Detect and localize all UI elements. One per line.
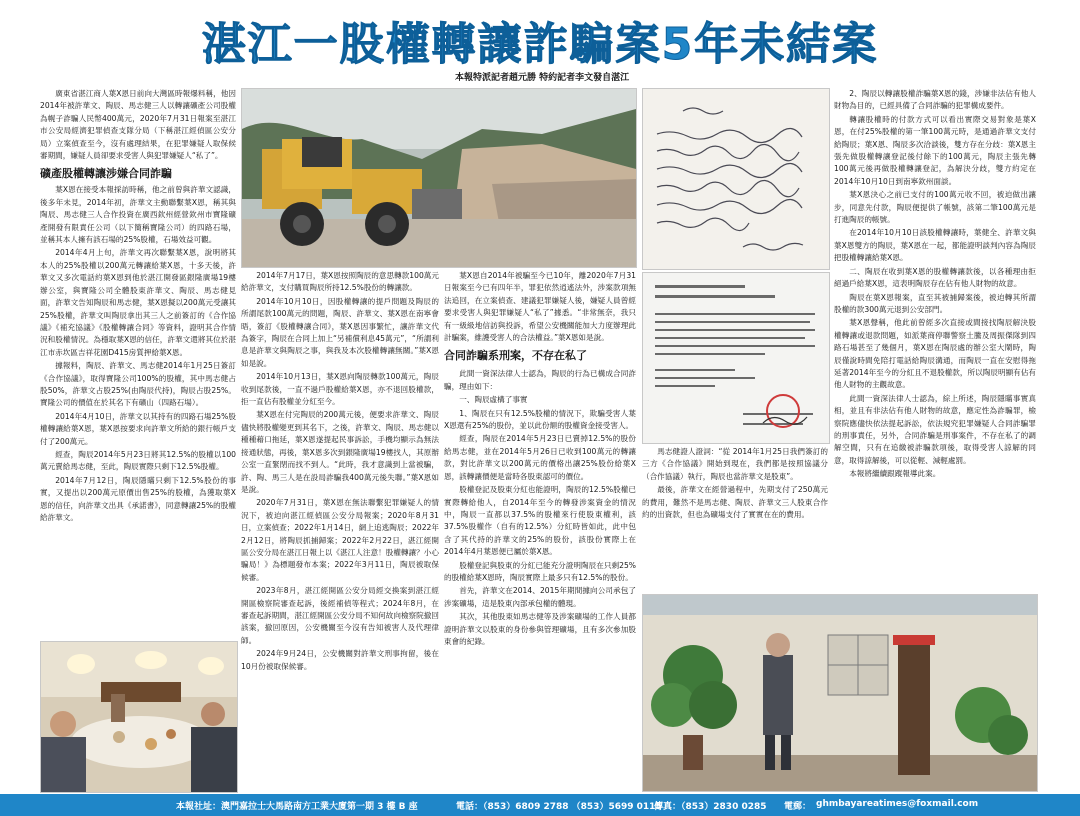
paragraph: 2、陶辰以轉讓股權詐騙葉X恩的錢，涉嫌非法佔有他人財物為目的，已經具備了合同詐騙的犯罪構成要件。 — [834, 89, 1036, 111]
section-heading: 合同詐騙系刑案，不存在私了 — [444, 349, 587, 363]
paragraph: 葉X恩自2014年被騙至今已10年，離2020年7月31日報案至今已有四年半，罪犯依然逍遙法外，涉案款項無法追回，在立案偵查、建議犯罪嫌疑人後，嫌疑人員曾經要求受害人與犯罪嫌疑人“私了”據悉。“非常無奈，我只有一級級地信訪與投訴，希望公安機關能加大力度辦理此計騙案，維護受害人的合法權益。”葉X恩如是說。 — [444, 271, 636, 343]
article-column-3 — [444, 270, 636, 790]
article-column-1 — [40, 88, 236, 636]
paragraph: 股權登記與股東的分紅已能充分證明陶辰在只剩25%的股權給葉X恩時，陶辰實際上最多只有12.5%的股份。 — [444, 560, 636, 582]
paragraph: 經查，陶辰2014年5月23日將其12.5%的股權以100萬元賣給馬志健，至此，陶辰實際只剩下12.5%股權。 — [40, 449, 236, 472]
footer-email[interactable]: ghmbayareatimes@foxmail.com — [816, 799, 979, 809]
paragraph: 2020年7月31日，葉X恩在無法聯繫犯罪嫌疑人的情況下，被迫向湛江經偵區公安分局報案；2020年8月31日，立案偵查；2022年1月14日，網上追逃陶辰；2022年2月12日，將陶辰抓捕歸案；2022年2月22日，湛江經開區公安分局在湛江日報上以《湛江人注意！股權轉讓？小心騙局！》為標題發布本案；2022年3月11日，陶辰被取保候審。 — [241, 498, 439, 582]
paragraph: 股權登記及股東分紅也能證明，陶辰的12.5%股權已實際轉給他人，自2014年至今的轉發涉案資金的情況中，陶辰一直都以37.5%的股權來行使股東權利，該37.5%股權作（自有的12.5%）分紅時皆如此，此中包含了其代持的許華文的25%的股份，該股份實際上在2014年4月葉恩便已屬於葉X恩。 — [444, 485, 636, 557]
paragraph: 最後，許華文在經營過程中，先期支付了250萬元的費用，難然不是馬志健、陶辰、許華文三人股東合作約的出資款，但也為礦場支付了實實在在的費用。 — [642, 485, 828, 520]
paragraph: 本報將繼續跟蹤報導此案。 — [849, 469, 941, 479]
paragraph: 據報料，陶辰、許華文、馬志健2014年1月25日簽訂《合作協議》，取得寶隆公司100%的股權，其中馬志健占股50%，許華文占股25%(由陶辰代持)，陶辰占股25%。寶隆公司的價值在於其名下有礦山（四路石場）。 — [40, 361, 236, 408]
paragraph: 其次，其他股東如馬志健等及涉案礦場的工作人員都證明許華文以股東的身份參與管理礦場，且有多次參加股東會的紀錄。 — [444, 612, 636, 646]
paragraph: 2014年7月17日，葉X恩按照陶辰的意思轉款100萬元給許華文，支付購買陶辰所持12.5%股份的轉讓款。 — [241, 271, 439, 293]
paragraph: 一、陶辰虛構了事實 — [459, 395, 528, 405]
paragraph: 1、陶辰在只有12.5%股權的情況下，欺騙受害人葉X恩還有25%的股份，並以此份額的股權資金接受害人。 — [444, 408, 636, 431]
paragraph: 轉讓股權時的付款方式可以看出實際交易對象是葉X恩，在付25%股權的第一筆100萬元時，是通過許華文支付給陶辰；葉X恩、陶辰多次洽談後，雙方存在分歧：葉X恩主張先做股權轉讓登記後付餘下的100萬元，陶辰主張先轉100萬元後再做股權轉讓登記，為解決分歧，雙方約定在2014年10月10日到南寧欽州面談。 — [834, 114, 1036, 186]
paragraph: 經查，陶辰在2014年5月23日已賣掉12.5%的股份給馬志健，並在2014年5月26日已收到100萬元的轉讓款，對比許華文以200萬元的價格出讓25%股份給葉X恩，該轉讓價便是當時各股東認可的價位。 — [444, 434, 636, 481]
paragraph: 2014年4月10日，許華文以其持有的四路石場25%股權轉讓給葉X恩，葉X恩按要求向許華文所給的銀行帳戶支付了200萬元。 — [40, 411, 236, 446]
paragraph: 馬志健證人證詞：“從 2014年1月25日我們簽訂的三方《合作協議》開始到現在，我們都是按照協議分（合作協議）執行，陶辰也當許華文是股東”。 — [642, 447, 828, 481]
paragraph: 二、陶辰在收到葉X恩的股權轉讓款後，以各種理由拒絕過戶給葉X恩，這表明陶辰存在佔有他人財物的故意。 — [834, 266, 1036, 289]
paragraph: 2023年8月，湛江經開區公安分局經交換案到湛江經開區檢察院審查起訴，後經補偵等程式；2024年8月，在審查起訴期間，湛江經開區公安分局不知何故向檢察院撤回該案，撤回原因，公安機關至今沒有告知被害人及代理律師。 — [241, 586, 439, 645]
article-column-5 — [834, 88, 1036, 588]
paragraph: 葉X恩聲稱，他此前曾經多次直接或間接找陶辰解決股權轉讓或退款問題，如派葉商停聯警察土騰及周振傑隊到四路石場甚至了幾個月，葉X恩在陶辰處的辦公室大鬧時，陶辰僅說時間免陪打電話給陶辰溝通，而陶辰一直在安慰得拖延著2014年至今的分紅且不退股權款，所以陶辰明顯有佔有他人財物的主觀故意。 — [834, 318, 1036, 390]
paragraph: 此間一資深法律人士認為，綜上所述，陶辰隱瞞事實真相，並且有非法佔有他人財物的故意，應定性為詐騙罪，檢察院應儘快依法提起訴訟，依法規究犯罪嫌疑人合同詐騙罪的刑事責任，另外，合同詐騙是刑事案件，不存在私了的調解空間，只有在追繳被詐騙款項後，取得受害人諒解的同意，取得諒解後，可以從輕、減輕處罰。 — [834, 393, 1036, 465]
article-column-2 — [241, 270, 439, 790]
paragraph: 2014年4月上旬，許華文再次聯繫葉X恩，說明將其本人的25%股權以200萬元轉讓給葉X恩，十多天後，許華文又多次電話約葉X恩到他於湛江開發區銀隆廣場19樓辦公室，與寶隆公司全體股東許華文、陶辰、馬志健見面，許華文告知陶辰和馬志健，葉X恩擬以200萬元受讓其25%股權，許華文叫陶辰拿出其三人之前簽訂的《合作協議》《補充協議》《股權轉讓合同》等資料，證明其合作情況和股權情況。為穩取葉X恩的信任，許華文還將其位於湛江市赤坎區吉祥花園D415房質押給葉X恩。 — [40, 248, 236, 357]
byline: 本報特派記者趙元勝 特約記者李文發自湛江 — [455, 73, 630, 83]
article-column-4 — [642, 446, 828, 588]
paragraph: 葉X恩在付完陶辰的200萬元後，便要求許華文、陶辰儘快將股權變更到其名下，之後，許華文、陶辰、馬志健以種種藉口拖延，葉X恩遂提起民事訴訟，手機均顯示為無法接通狀態，再後，葉X恩多次到銀隆廣場19樓找人，其原辦公室一直緊閉而找不到人。“此時，我才意識到上當被騙，許、陶、馬三人是在設局詐騙我400萬元後失聯。”葉X恩如是說。 — [241, 410, 439, 494]
paragraph: 此間一資深法律人士認為，陶辰的行為已構成合同詐騙，理由如下： — [444, 369, 636, 391]
footer-fax: 傳真：（853）2830 0285 — [654, 802, 767, 812]
footer-bar — [0, 794, 1080, 816]
paragraph: 在2014年10月10日該股權轉讓時，葉健全、許華文與葉X恩雙方的陶辰，葉X恩在一起，都能證明談判內容為陶辰把股權轉讓給葉X恩。 — [834, 228, 1036, 263]
headline: 湛江一股權轉讓詐騙案5年未結案 — [201, 19, 879, 70]
paragraph: 陶辰在葉X恩報案，直至其被捕歸案後，被迫轉其所謂股權的款300萬元退到公安部門。 — [834, 292, 1036, 314]
paragraph: 葉X恩決心之前已支付的100萬元收不回，被迫做出讓步，同意先付款，陶辰便提供了帳號，該第二筆100萬元是打進陶辰的帳號。 — [834, 190, 1036, 225]
photo-man-at-building — [642, 594, 1038, 792]
paragraph: 首先，許華文在2014、2015年期間據向公司承包了涉案礦場，這是股東內部承包權的體現。 — [444, 586, 636, 608]
footer-email-label: 電郵： — [784, 802, 812, 812]
photo-quarry-excavator — [241, 88, 637, 268]
photo-banquet — [40, 641, 238, 793]
photo-handwritten-note — [642, 88, 830, 270]
footer-address: 本報社址：澳門嘉拉士大馬路南方工業大廈第一期 3 樓 B 座 — [176, 802, 418, 812]
photo-typed-document — [642, 272, 830, 444]
paragraph: 2024年9月24日，公安機關對許華文刑事拘留，後在10月份被取保候審。 — [241, 649, 439, 671]
footer-phone: 電話：（853）6809 2788 （853）5699 0115 — [456, 802, 662, 812]
paragraph: 2014年10月10日，因股權轉讓的提戶問題及陶辰的所謂尾款100萬元的問題，陶辰、許華文、葉X恩在南寧會晤，簽訂《股權轉讓合同》，葉X恩因事繁忙，讓許華文代為簽字，陶辰在合同上加上“另補償利息45萬元”，“所謂利息是許華文與陶辰之事，與我及本次股權轉讓無關。”葉X恩如是說。 — [241, 296, 439, 368]
paragraph: 2014年7月12日，陶辰隱瞞只剩下12.5%股份的事實，又提出以200萬元原價出售25%的股權，為獲取葉X恩的信任，向許華文出具《承諾書》，同意轉讓25%的股權給許華文。 — [40, 475, 236, 522]
paragraph: 2014年10月13日，葉X恩向陶辰轉款100萬元，陶辰收到尾款後，一直不過戶股權給葉X恩，亦不退回股權款，拒一直佔有股權並分紅至今。 — [241, 372, 439, 407]
paragraph: 葉X恩在接受本報採訪時稱，他之前曾與許華文認識，後多年未見，2014年初，許華文主動聯繫葉X恩，稱其與陶辰、馬志健三人合作投資在廣西欽州經營欽州市寶隆礦產開發有限責任公司（以下簡稱寶隆公司）的四路石場，並稱其本人擁有該石場的25%股權，石場效益可觀。 — [40, 185, 236, 245]
paragraph: 廣東省湛江商人葉X恩日前向大灣區時報爆料稱，他因2014年被許華文、陶辰、馬志健三人以轉讓礦產公司股權為幌子詐騙人民幣400萬元，2020年7月31日報案至湛江市公安局經濟犯罪偵查支隊分局（下稱湛江經偵區公安分局）立案偵查至今，沒有處理結果，在犯罪嫌疑人取保候審期間，嫌疑人員卻要求受害人與犯罪嫌疑人“私了”。 — [40, 89, 236, 161]
section-heading: 礦產股權轉讓涉嫌合同詐騙 — [40, 167, 172, 181]
